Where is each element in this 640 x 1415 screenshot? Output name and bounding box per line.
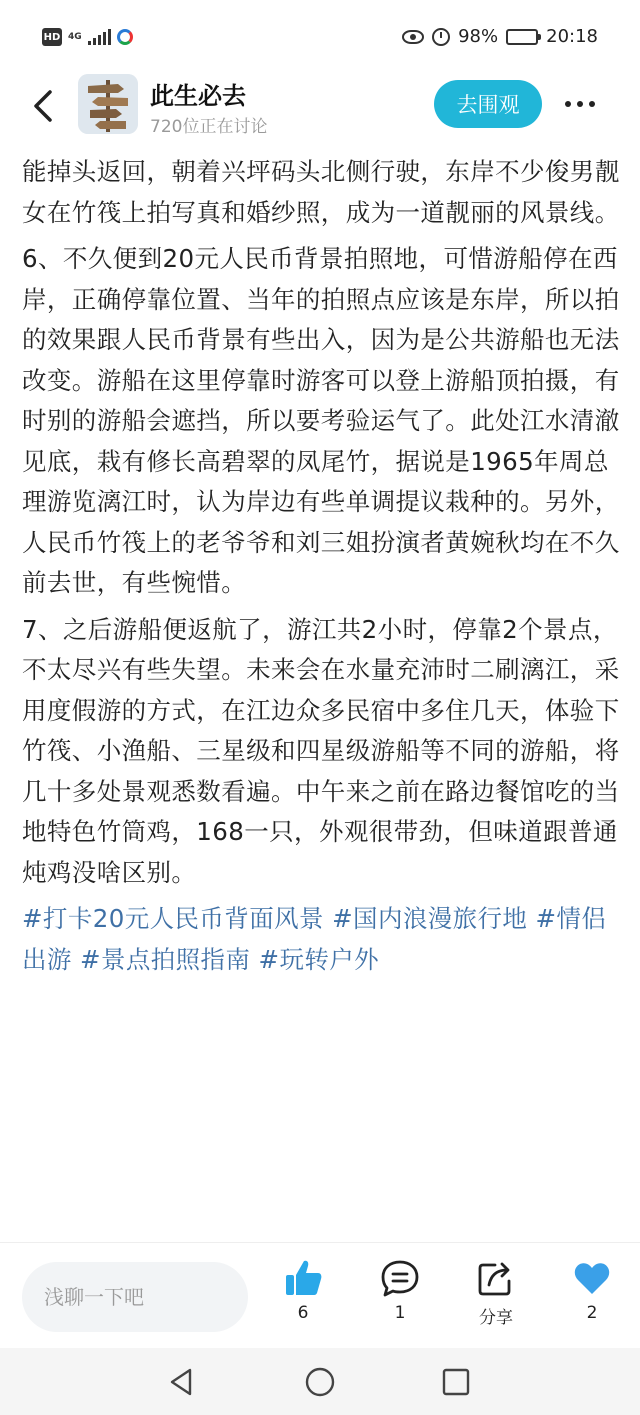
app-notification-icon [117,29,133,45]
nav-home-button[interactable] [304,1366,336,1398]
status-right [402,26,598,47]
share-icon [475,1257,517,1299]
hashtag[interactable]: #玩转户外 [258,944,380,974]
battery-icon [506,29,538,45]
eye-icon [402,30,424,44]
more-dot-icon [577,101,583,107]
triangle-back-icon [166,1366,198,1398]
header [0,70,640,145]
more-options-button[interactable] [558,88,602,120]
group-discussing-count: 720位正在讨论 [150,117,268,137]
status-bar [0,0,640,78]
battery-percent: 98% [458,26,499,47]
comment-count: 1 [394,1303,406,1323]
like-count: 6 [297,1303,309,1323]
square-recents-icon [440,1366,472,1398]
hashtag[interactable]: #情侣出游 [22,904,607,974]
hashtag[interactable]: #景点拍照指南 [80,944,251,974]
alarm-icon [432,28,450,46]
favorite-button[interactable] [557,1257,627,1323]
clock: 20:18 [546,26,598,47]
thumbs-up-icon [282,1257,324,1299]
share-label: 分享 [479,1308,513,1328]
system-nav-bar [0,1348,640,1415]
post-content [22,152,622,980]
signal-icon [88,29,111,45]
more-dot-icon [565,101,571,107]
circle-home-icon [304,1366,336,1398]
comment-button[interactable] [365,1257,435,1323]
signpost-icon [78,74,138,134]
join-group-button[interactable]: 去围观 [434,80,542,128]
network-type: 4G [68,31,82,42]
hashtag[interactable]: #打卡20元人民币背面风景 [22,904,324,933]
share-button[interactable] [461,1257,531,1328]
back-button[interactable] [24,84,64,128]
more-dot-icon [589,101,595,107]
hashtag-list [22,899,622,980]
bottom-action-bar [0,1242,640,1349]
group-avatar[interactable] [78,74,138,134]
like-button[interactable] [268,1257,338,1323]
status-left [42,28,133,46]
comment-input[interactable] [22,1262,248,1332]
hashtag[interactable]: #国内浪漫旅行地 [332,904,528,933]
hd-icon: HD [42,28,62,46]
post-paragraph: 6、不久便到20元人民币背景拍照地，可惜游船停在西岸，正确停靠位置、当年的拍照点应该是东岸，所以拍的效果跟人民币背景有些出入，因为是公共游船也无法改变。游船在这里停靠时游客可以登上游船顶拍摄，有时别的游船会遮挡，所以要考验运气了。此处江水清澈见底，栽有修长高碧翠的凤尾竹，据说是1965年周总理游览漓江时，认为岸边有些单调提议栽种的。另外，人民币竹筏上的老爷爷和刘三姐扮演者黄婉秋均在不久前去世，有些惋惜。 [22,244,620,597]
post-paragraph: 7、之后游船便返航了，游江共2小时，停靠2个景点，不太尽兴有些失望。未来会在水量充沛时二刷漓江，采用度假游的方式，在江边众多民宿中多住几天，体验下竹筏、小渔船、三星级和四星级游船等不同的游船，将几十多处景观悉数看遍。中午来之前在路边餐馆吃的当地特色竹筒鸡，168一只，外观很带劲，但味道跟普通炖鸡没啥区别。 [22,614,620,887]
nav-back-button[interactable] [166,1366,198,1398]
comment-bubble-icon [379,1257,421,1299]
nav-recents-button[interactable] [440,1366,472,1398]
favorite-count: 2 [586,1303,598,1323]
heart-icon [571,1257,613,1299]
group-title: 此生必去 [150,82,246,110]
chevron-left-icon [24,84,64,128]
post-paragraph: 能掉头返回，朝着兴坪码头北侧行驶，东岸不少俊男靓女在竹筏上拍写真和婚纱照，成为一道靓丽的风景线。 [22,157,620,227]
